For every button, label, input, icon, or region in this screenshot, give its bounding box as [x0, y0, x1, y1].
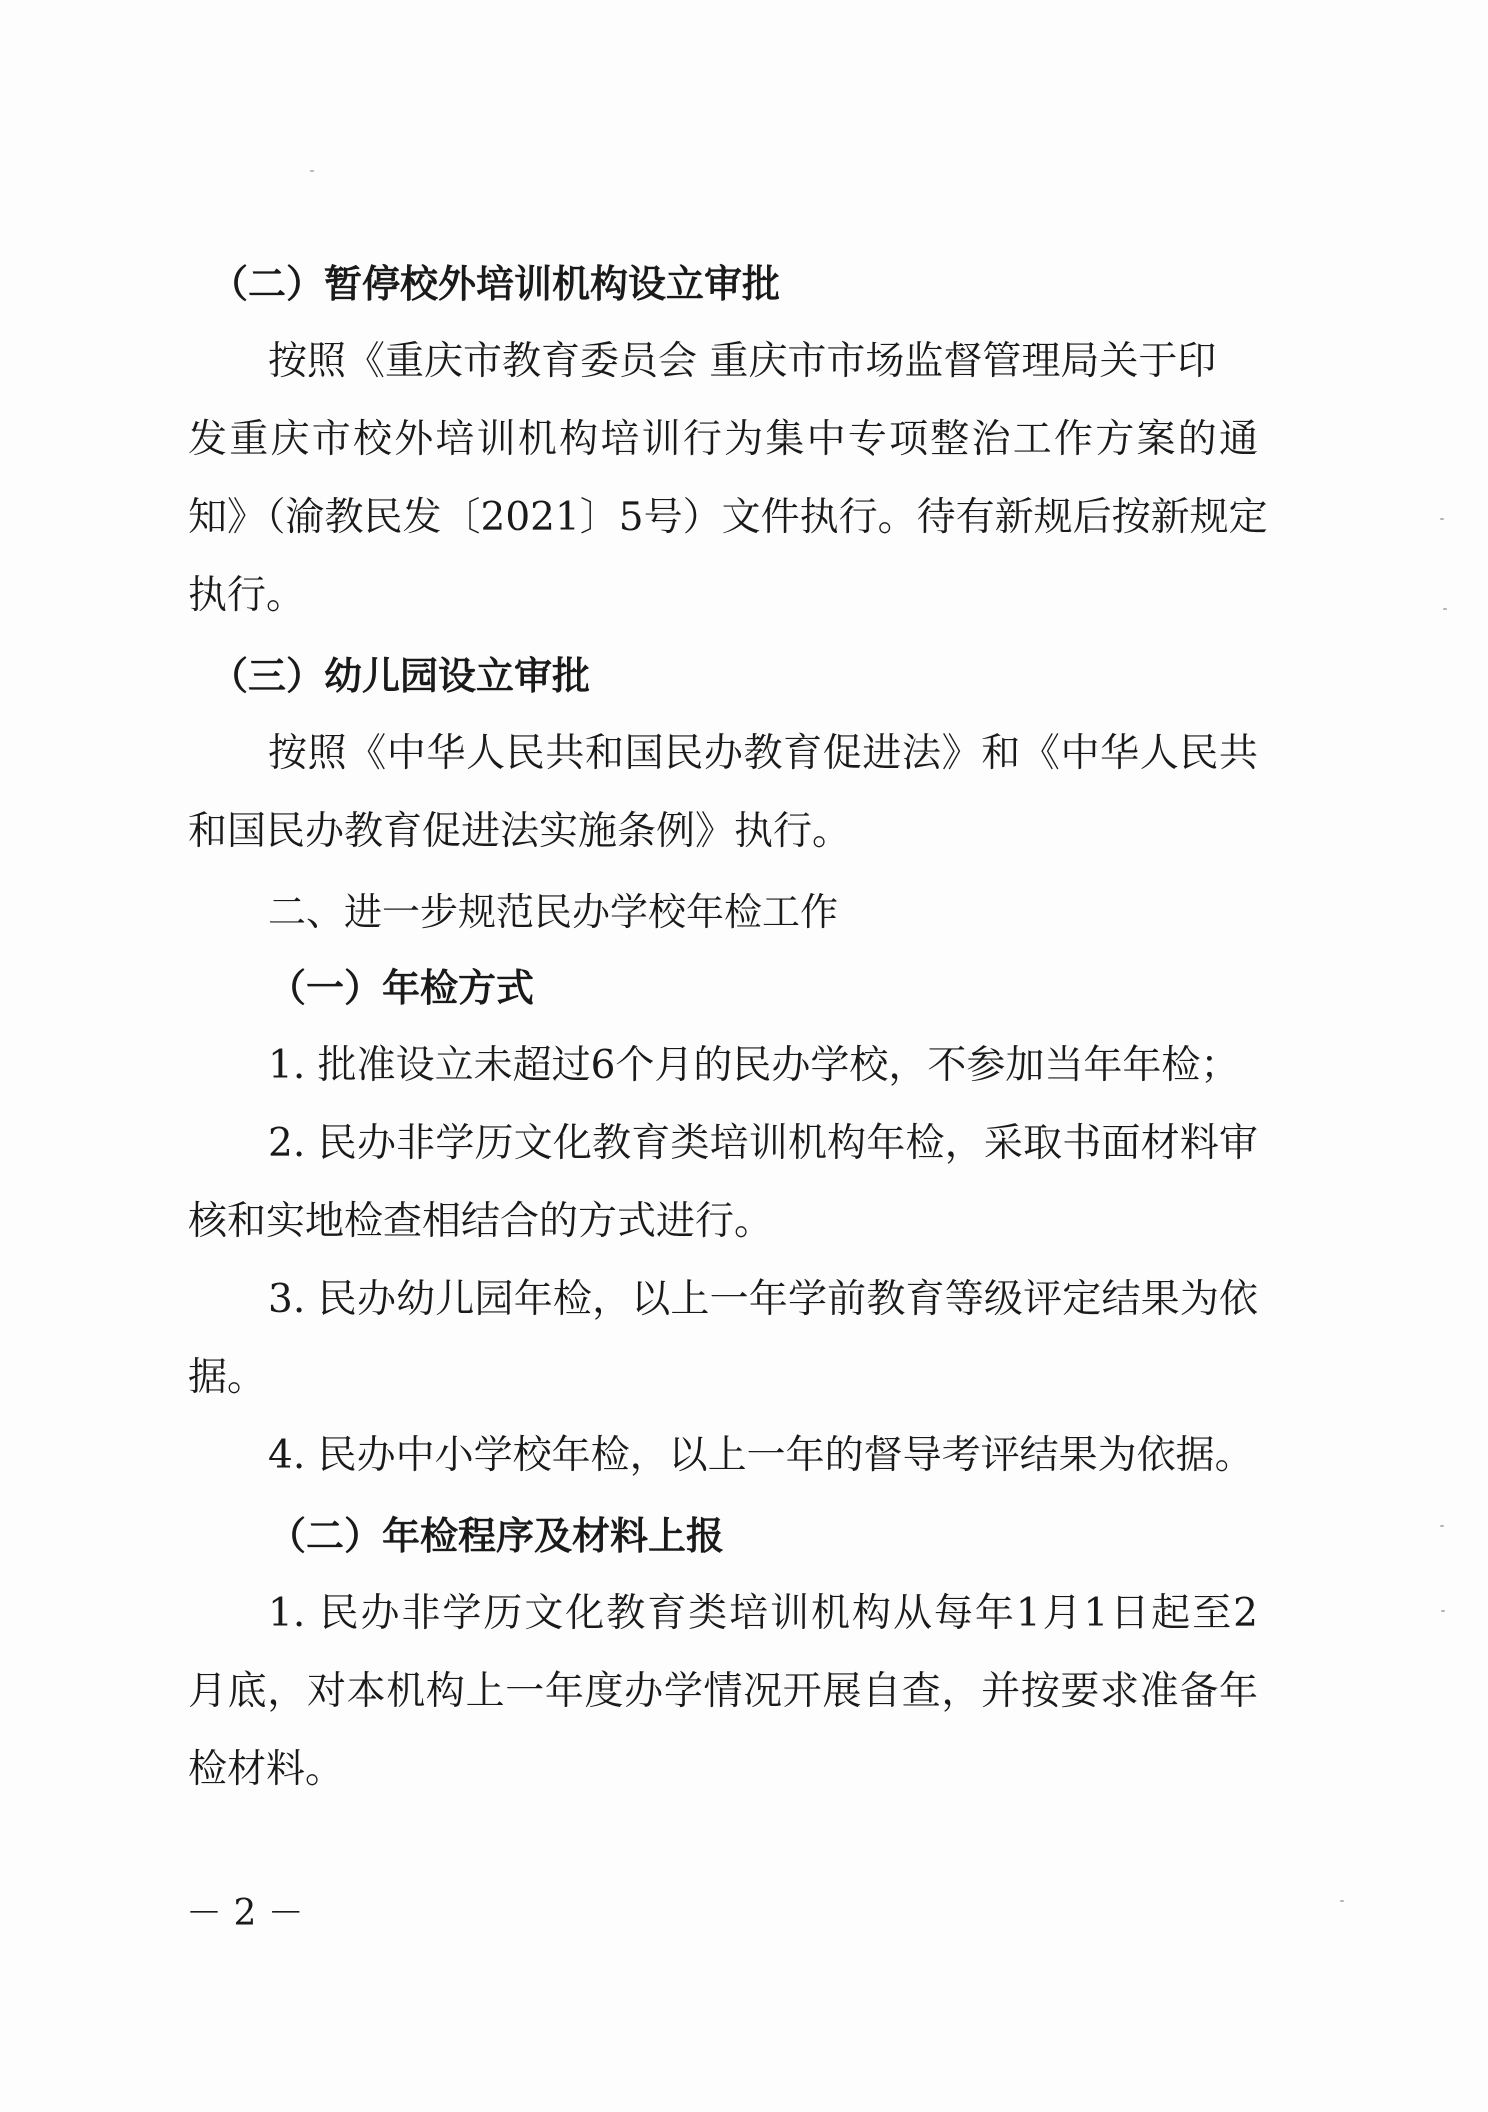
- paragraph-line: 和国民办教育促进法实施条例》执行。: [188, 809, 852, 854]
- page-number: － 2 －: [186, 1893, 304, 1934]
- section-heading-suspend-approval: （二）暂停校外培训机构设立审批: [210, 262, 781, 306]
- paragraph-line: 发重庆市校外培训机构培训行为集中专项整治工作方案的通: [188, 417, 1258, 462]
- subsection-heading-inspection-procedure: （二）年检程序及材料上报: [268, 1514, 725, 1558]
- paragraph-line: 知》（渝教民发〔2021〕5号）文件执行。待有新规后按新规定: [188, 495, 1268, 540]
- subsection-heading-inspection-method: （一）年检方式: [268, 966, 535, 1010]
- scan-speck: [310, 170, 314, 172]
- scan-speck: [1340, 1900, 1344, 1902]
- paragraph-line: 按照《重庆市教育委员会 重庆市市场监督管理局关于印: [268, 339, 1217, 384]
- part-heading-annual-inspection: 二、进一步规范民办学校年检工作: [268, 890, 839, 934]
- list-item: 1. 民办非学历文化教育类培训机构从每年1月1日起至2: [268, 1591, 1258, 1636]
- list-item: 4. 民办中小学校年检，以上一年的督导考评结果为依据。: [268, 1433, 1254, 1478]
- section-heading-kindergarten-approval: （三）幼儿园设立审批: [210, 654, 591, 698]
- list-item-continuation: 据。: [188, 1355, 267, 1400]
- paragraph-line: 执行。: [188, 573, 306, 618]
- scan-speck: [1443, 608, 1447, 610]
- list-item-continuation: 检材料。: [188, 1747, 345, 1792]
- scan-speck: [1441, 1610, 1445, 1612]
- scan-speck: [1440, 1525, 1444, 1527]
- list-item: 3. 民办幼儿园年检，以上一年学前教育等级评定结果为依: [268, 1277, 1258, 1322]
- list-item: 1. 批准设立未超过6个月的民办学校，不参加当年年检；: [268, 1043, 1240, 1088]
- list-item-continuation: 核和实地检查相结合的方式进行。: [188, 1199, 774, 1244]
- paragraph-line: 按照《中华人民共和国民办教育促进法》和《中华人民共: [268, 731, 1258, 776]
- list-item-continuation: 月底，对本机构上一年度办学情况开展自查，并按要求准备年: [188, 1669, 1258, 1714]
- scan-speck: [1440, 518, 1444, 520]
- list-item: 2. 民办非学历文化教育类培训机构年检，采取书面材料审: [268, 1121, 1258, 1166]
